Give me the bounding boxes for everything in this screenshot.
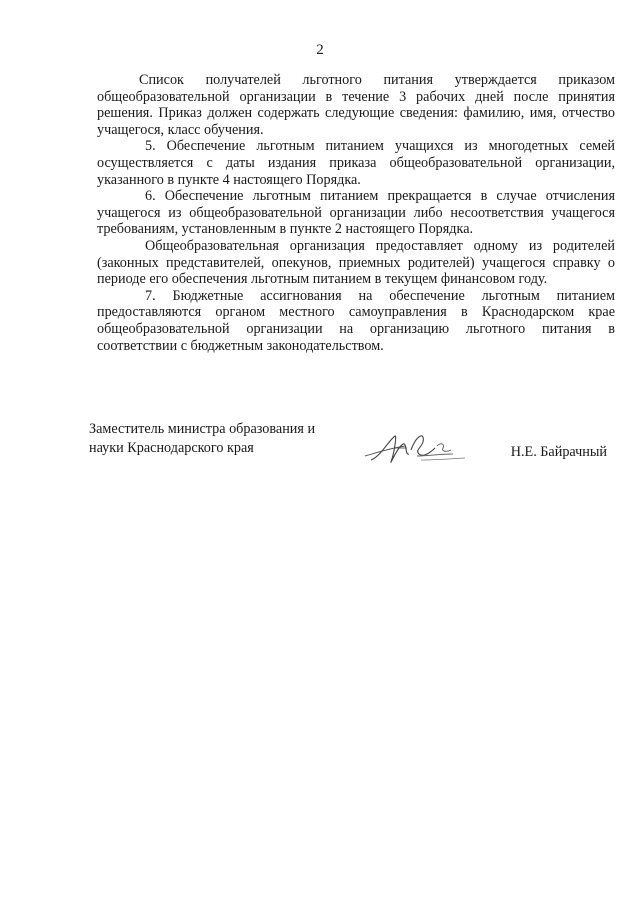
signer-name: Н.Е. Байрачный (510, 444, 607, 460)
signer-title-line-2: науки Краснодарского края (89, 439, 254, 456)
paragraph-item-5: 5. Обеспечение льготным питанием учащихся из многодетных семей осуществляется с даты издания приказа общеобразовательной организации, указанного в пункте 4 настоящего Порядка. (97, 138, 615, 188)
handwritten-signature (361, 426, 471, 470)
paragraph-item-7: 7. Бюджетные ассигнования на обеспечение льготным питанием предоставляются органом местного самоуправления в Краснодарском крае общеобразовательной организации на организацию льготного питания в соответствии с бюджетным законодательством. (97, 287, 615, 354)
paragraph-item-6: 6. Обеспечение льготным питанием прекращается в случае отчисления учащегося из общеобразовательной организации либо несоответствия учащегося требованиям, установленным в пункте 2 настоящего Порядка. (97, 188, 615, 238)
signer-title (89, 420, 349, 457)
signature-block (89, 420, 619, 480)
page-number: 2 (316, 42, 324, 58)
paragraph-recipients-list: Список получателей льготного питания утверждается приказом общеобразовательной организации в течение 3 рабочих дней после принятия решения. Приказ должен содержать следующие сведения: фамилию, имя, отчество учащегося, класс обучения. (97, 72, 615, 138)
signer-title-line-1: Заместитель министра образования и (89, 421, 316, 437)
paragraph-certificate: Общеобразовательная организация предоставляет одному из родителей (законных представителей, опекунов, приемных родителей) учащегося справку о периоде его обеспечения льготным питанием в текущем финансовом году. (97, 237, 615, 288)
document-body (97, 72, 615, 354)
